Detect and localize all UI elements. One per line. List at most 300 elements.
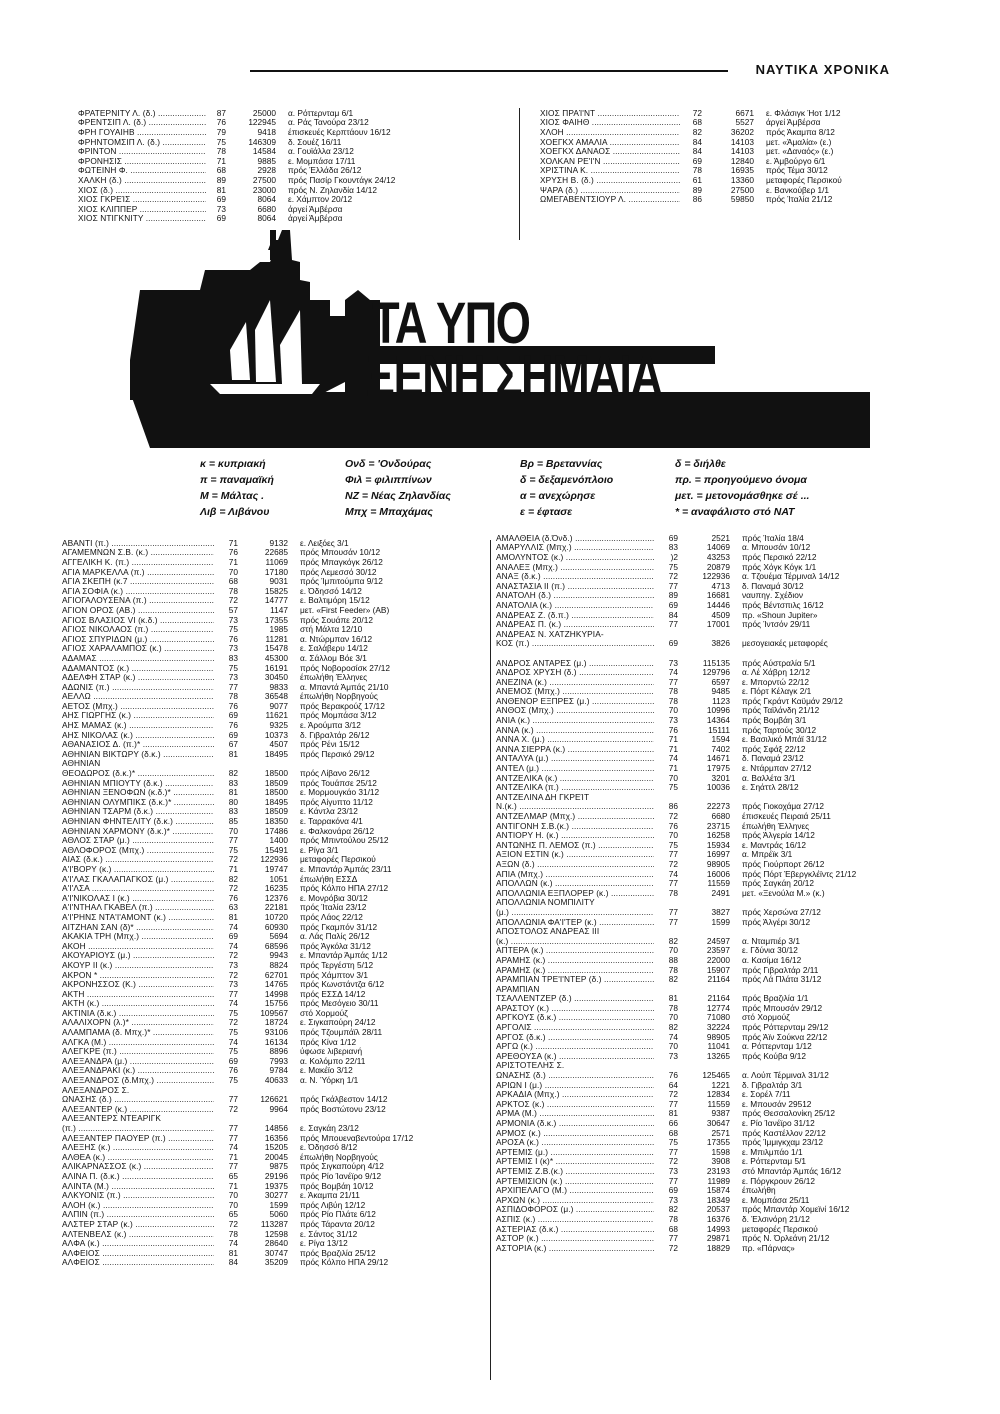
ship-row bbox=[62, 1085, 500, 1095]
ship-name: ΑΝΘΕΝΟΡ ΕΞΠΡΕΣ (μ.) ..... bbox=[496, 696, 654, 706]
ship-name: ΑΘΗΝΙΑΝ ΒΙΚΤΩΡΥ (δ.κ.) ..... bbox=[62, 749, 214, 759]
ship-row bbox=[496, 1205, 956, 1215]
ship-name: ΑΕΛΛΩ ..... bbox=[62, 691, 214, 701]
legend-column bbox=[345, 458, 451, 522]
tonnage: 18509 bbox=[264, 777, 288, 788]
build-year: 75 bbox=[228, 1007, 238, 1018]
tonnage: 10373 bbox=[264, 729, 288, 740]
ship-status: πρός Χερσώνα 27/12 bbox=[742, 906, 821, 917]
ship-name: ΑΠΟΛΛΩΝ (κ.) ..... bbox=[496, 878, 654, 888]
ship-row bbox=[496, 754, 956, 764]
build-year: 72 bbox=[228, 1017, 238, 1028]
tonnage: 23597 bbox=[706, 945, 730, 956]
ship-row bbox=[62, 682, 500, 692]
ship-status: πρός Ίταλία 18/4 bbox=[742, 532, 804, 543]
ship-row bbox=[496, 850, 956, 860]
ship-row bbox=[62, 855, 500, 865]
tonnage: 2928 bbox=[257, 165, 276, 176]
tonnage: 6680 bbox=[257, 203, 276, 214]
ship-row bbox=[62, 1142, 500, 1152]
ship-row bbox=[496, 926, 956, 936]
ship-name: ΑΚΟΥΑΡΙΟΥΣ (μ.) ..... bbox=[62, 950, 214, 960]
build-year: 70 bbox=[228, 1199, 238, 1210]
tonnage: 1598 bbox=[711, 1146, 730, 1157]
ship-status: στό Μπαντάρ Άμπάς 16/12 bbox=[742, 1165, 842, 1176]
ship-row bbox=[62, 883, 500, 893]
ship-name: ΑΛΙΚΑΡΝΑΣΣΟΣ (κ.) ..... bbox=[62, 1161, 214, 1171]
ship-name: ΩΜΕΓΑΒΕΝΤΣΙΟΥΡ Λ. ..... bbox=[540, 194, 680, 204]
ship-row bbox=[62, 1258, 500, 1268]
ship-row bbox=[62, 596, 500, 606]
ship-row bbox=[496, 792, 956, 802]
build-year: 78 bbox=[668, 1002, 678, 1013]
build-year: 81 bbox=[228, 1247, 238, 1258]
ship-row bbox=[496, 802, 956, 812]
ship-name: Α'Ι'ΝΙΚΟΛΑΣ Ι (κ.) ..... bbox=[62, 893, 214, 903]
ship-status: δ. Παναμά 30/12 bbox=[742, 580, 804, 591]
ship-row bbox=[62, 1018, 500, 1028]
ship-name: ΑΝΘΟΣ (Μπχ.) ..... bbox=[496, 705, 654, 715]
tonnage: 18495 bbox=[264, 796, 288, 807]
ship-row bbox=[62, 1037, 500, 1047]
ship-status: ε. Μαντράς 16/12 bbox=[742, 839, 807, 850]
ship-status: ε. Ρίγα 3/1 bbox=[300, 844, 339, 855]
tonnage: 9833 bbox=[269, 681, 288, 692]
ship-status: άργεί Άμβέρσα bbox=[766, 117, 821, 128]
build-year: 76 bbox=[228, 633, 238, 644]
ship-status: πρ. «Πάρνας» bbox=[742, 1242, 795, 1253]
tonnage: 19375 bbox=[264, 1180, 288, 1191]
build-year: 82 bbox=[228, 768, 238, 779]
ship-status: πρός Σουάπε 20/12 bbox=[300, 614, 373, 625]
build-year: 85 bbox=[228, 816, 238, 827]
ship-status: α. Μπρέϊκ 3/1 bbox=[742, 849, 793, 860]
ship-status: ε. Βανκούβερ 1/1 bbox=[766, 184, 830, 195]
ship-name: ΑΡΑΜΠΙΑΝ bbox=[496, 983, 540, 994]
tonnage: 22685 bbox=[264, 547, 288, 558]
tonnage: 8824 bbox=[269, 959, 288, 970]
ship-name: ΑΞΙΟΝ ΕΣΤΙΝ (κ.) ..... bbox=[496, 849, 654, 859]
tonnage: 1147 bbox=[270, 604, 288, 615]
build-year: 86 bbox=[668, 801, 678, 812]
ship-row bbox=[496, 648, 956, 658]
ship-name: ΑΚΟΗ ..... bbox=[62, 941, 214, 951]
ship-status: πρός Λάος 22/12 bbox=[300, 911, 363, 922]
build-year: 81 bbox=[668, 993, 678, 1004]
build-year: 82 bbox=[668, 974, 678, 985]
ship-row bbox=[62, 548, 500, 558]
build-year: 73 bbox=[668, 657, 678, 668]
ship-name: ΑΝΝΑ (κ.) ..... bbox=[496, 725, 654, 735]
ship-row bbox=[496, 571, 956, 581]
ship-row bbox=[496, 1041, 956, 1051]
build-year: 83 bbox=[228, 652, 238, 663]
tonnage: 23000 bbox=[252, 184, 276, 195]
ship-name: ΑΛΙΝΤΑ (Μ.) ..... bbox=[62, 1181, 214, 1191]
ship-name: ΑΝΑΤΟΛΙΑ (κ.) ..... bbox=[496, 600, 654, 610]
ship-name: ΑΓΙΟΣ ΒΛΑΣΙΟΣ VI (κ.δ.) ..... bbox=[62, 615, 214, 625]
ship-row bbox=[496, 562, 956, 572]
build-year: 74 bbox=[668, 868, 678, 879]
build-year: 73 bbox=[228, 979, 238, 990]
ship-status: ε. Σιγκαπούρη 24/12 bbox=[300, 1017, 376, 1028]
legend-item: μετ. = μετονομάσθηκε σέ ... bbox=[675, 490, 810, 502]
build-year: 76 bbox=[228, 720, 238, 731]
ship-name: ΑΡΤΕΜΙΣ Ζ.Β.(κ.) ..... bbox=[496, 1166, 654, 1176]
ship-name: ΧΙΟΣ ΠΡΑΊ'ΝΤ ..... bbox=[540, 108, 680, 118]
build-year: 69 bbox=[692, 155, 702, 166]
ship-name: ΦΡΑΤΕΡΝΙΤΥ Λ. (δ.) ..... bbox=[78, 108, 206, 118]
build-year: 71 bbox=[216, 155, 226, 166]
ship-name: ΑΛΕΞΗΣ (κ.) ..... bbox=[62, 1142, 214, 1152]
ship-name: ΑΛΕΞΑΝΔΡΟΣ (δ.Μπχ.) ..... bbox=[62, 1075, 214, 1085]
tonnage: 35209 bbox=[264, 1257, 288, 1268]
ship-status: στό Χορμούζ bbox=[742, 1012, 790, 1023]
build-year: 73 bbox=[228, 672, 238, 683]
tonnage: 15825 bbox=[264, 585, 288, 596]
ship-status: πρός Βοστώτονυ 23/12 bbox=[300, 1103, 386, 1114]
ship-status: ε. Σάντος 31/12 bbox=[300, 1228, 358, 1239]
ship-row bbox=[62, 653, 500, 663]
ship-name: ΧΙΟΣ (δ.) ..... bbox=[78, 185, 206, 195]
ship-name: ΦΡΗΝΤΟΜΣΙΠ Λ. (δ.) ..... bbox=[78, 137, 206, 147]
ship-status: πρός Πόρτ Έβεργκλέϊντς 21/12 bbox=[742, 868, 857, 879]
build-year: 76 bbox=[228, 547, 238, 558]
legend-item: Φιλ = φιλιππίνων bbox=[345, 474, 432, 486]
ship-row bbox=[496, 1013, 956, 1023]
ship-name: ΑΛΓΚΑ (Μ.) ..... bbox=[62, 1037, 214, 1047]
ship-status: πρός Ν. Όρλεάνη 21/12 bbox=[742, 1233, 830, 1244]
ship-status: δ. Παναμά 23/12 bbox=[742, 753, 804, 764]
tonnage: 14765 bbox=[264, 979, 288, 990]
legend-item: Ονδ = 'Ονδούρας bbox=[345, 458, 432, 470]
ship-row bbox=[496, 715, 956, 725]
build-year: 69 bbox=[668, 599, 678, 610]
ship-status: πρός Γιοκοχάμα 27/12 bbox=[742, 801, 825, 812]
ship-row bbox=[62, 931, 500, 941]
ship-status: πρός Σαγκάη 20/12 bbox=[742, 878, 814, 889]
ship-status: πρός Μπιντούλου 25/12 bbox=[300, 835, 389, 846]
ship-status: πρός Ταϊλάνδη 21/12 bbox=[742, 705, 820, 716]
tonnage: 18500 bbox=[264, 787, 288, 798]
banner-title-line-2: ΞΕΝΗ ΣΗΜΑΙΑ bbox=[366, 344, 662, 409]
ship-name: ΑΡΧΩΝ (κ.) ..... bbox=[496, 1195, 654, 1205]
ship-status: ε. Άμβούργο 6/1 bbox=[766, 155, 826, 166]
ship-row bbox=[496, 1214, 956, 1224]
ship-row bbox=[62, 1219, 500, 1229]
ship-name: ΑΓΙΟΣ ΧΑΡΑΛΑΜΠΟΣ (κ.) ..... bbox=[62, 643, 214, 653]
ship-name: ΑΓΑΜΕΜΝΩΝ Σ.Β. (κ.) ..... bbox=[62, 547, 214, 557]
tonnage: 23193 bbox=[706, 1165, 730, 1176]
ship-status: ε. Φλάσιγκ Ήοτ 1/12 bbox=[766, 107, 841, 118]
build-year: 77 bbox=[668, 1175, 678, 1186]
ship-row bbox=[496, 840, 956, 850]
tonnage: 12376 bbox=[264, 892, 288, 903]
ship-row bbox=[62, 1190, 500, 1200]
tonnage: 23715 bbox=[706, 820, 730, 831]
tonnage: 15111 bbox=[708, 724, 730, 735]
tonnage: 12840 bbox=[730, 155, 754, 166]
ship-status: πρός Βραζιλία 1/1 bbox=[742, 993, 809, 1004]
build-year: 75 bbox=[228, 662, 238, 673]
ship-row bbox=[496, 591, 956, 601]
ship-status: μεταφορές Περσικού bbox=[742, 1223, 818, 1234]
build-year: 75 bbox=[228, 1046, 238, 1057]
ship-name: ΑΝΤΩΝΗΣ Π. ΛΕΜΟΣ (π.) ..... bbox=[496, 840, 654, 850]
build-year: 72 bbox=[668, 858, 678, 869]
build-year: 84 bbox=[692, 146, 702, 157]
tonnage: 22181 bbox=[264, 902, 288, 913]
ship-row bbox=[496, 1089, 956, 1099]
build-year: 89 bbox=[668, 590, 678, 601]
build-year: 78 bbox=[668, 887, 678, 898]
ship-name: ΑΓΙΟΓΑΛΟΥΣΕΝΑ (π.) ..... bbox=[62, 595, 214, 605]
ship-status: α. Μπουσάν 10/12 bbox=[742, 542, 811, 553]
tonnage: 17355 bbox=[264, 614, 288, 625]
ship-name: ΧΙΟΣ ΝΤΙΓΚΝΙΤΥ ..... bbox=[78, 213, 206, 223]
tonnage: 2571 bbox=[711, 1127, 730, 1138]
ship-row bbox=[496, 1109, 956, 1119]
ship-name: ΩΝΑΣΗΣ (δ.) ..... bbox=[496, 1070, 654, 1080]
ship-status: ε. Βαλτιμόρη 15/12 bbox=[300, 595, 370, 606]
ship-name: ΑΝΑΤΟΛΗ (δ.) ..... bbox=[496, 590, 654, 600]
tonnage: 43253 bbox=[706, 551, 730, 562]
tonnage: 4713 bbox=[711, 580, 730, 591]
tonnage: 9077 bbox=[269, 700, 288, 711]
ship-name: ΑΡΤΕΜΙΣΙΟΝ (κ.) ..... bbox=[496, 1176, 654, 1186]
ship-row bbox=[62, 1181, 500, 1191]
tonnage: 5527 bbox=[735, 117, 754, 128]
tonnage: 28640 bbox=[264, 1238, 288, 1249]
build-year: 78 bbox=[668, 695, 678, 706]
tonnage: 1599 bbox=[269, 1199, 288, 1210]
legend-item: Βρ = Βρεταννίας bbox=[520, 458, 603, 470]
build-year: 75 bbox=[668, 839, 678, 850]
ship-name: ΧΟΕΓΚΧ ΔΑΝΑΟΣ ..... bbox=[540, 146, 680, 156]
ship-name: ΑΛΕΞΑΝΤΕΡΣ ΝΤΕΑΡΙΓΚ bbox=[62, 1113, 162, 1124]
ship-status: πρός Ρένι 15/12 bbox=[300, 739, 360, 750]
tonnage: 9875 bbox=[269, 1161, 288, 1172]
ship-row bbox=[62, 979, 500, 989]
build-year: 84 bbox=[228, 1257, 238, 1268]
build-year: 81 bbox=[228, 911, 238, 922]
ship-status: πρός Ρίο Ίανέϊρο 9/12 bbox=[300, 1170, 382, 1181]
ship-name: ΑΝΑΞ (δ.κ.) ..... bbox=[496, 571, 654, 581]
tonnage: 36548 bbox=[264, 691, 288, 702]
tonnage: 5060 bbox=[269, 1209, 288, 1220]
page-header-title: ΝΑΥΤΙΚΑ ΧΡΟΝΙΚΑ bbox=[755, 62, 890, 77]
ship-status: α. Βαλλέτα 3/1 bbox=[742, 772, 796, 783]
tonnage: 9325 bbox=[269, 720, 288, 731]
ship-row bbox=[496, 782, 956, 792]
ship-name: ΑΘΗΝΙΑΝ ΞΕΝΟΦΩΝ (κ.δ.)* ..... bbox=[62, 787, 214, 797]
tonnage: 9485 bbox=[711, 686, 730, 697]
ship-name: ΑΝΤΙΓΟΝΗ Σ.Β.(κ.) ..... bbox=[496, 821, 654, 831]
ship-name: ΧΟΛΚΑΝ ΡΕ'Ι'Ν ..... bbox=[540, 156, 680, 166]
ship-name: ΑΠΤΕΡΑ (κ.) ..... bbox=[496, 945, 654, 955]
ship-name: ΑΝΙΑ (κ.) ..... bbox=[496, 715, 654, 725]
ship-status: ε. Μπορντώ 22/12 bbox=[742, 676, 810, 687]
ship-status: ε. Ταρρακόνα 4/1 bbox=[300, 816, 363, 827]
build-year: 74 bbox=[228, 998, 238, 1009]
ship-status: πρός Αίγυπτο 11/12 bbox=[300, 796, 373, 807]
ship-name: ΦΡΗ ΓΟΥΑΙΗΒ ..... bbox=[78, 127, 206, 137]
tonnage: 98905 bbox=[706, 858, 730, 869]
ship-row bbox=[496, 706, 956, 716]
ship-status: έπωλήθη Έλληνες bbox=[300, 672, 368, 683]
tonnage: 10720 bbox=[264, 911, 288, 922]
build-year: 71 bbox=[228, 556, 238, 567]
ship-status: πρός Ρίο Πλάτε 6/12 bbox=[300, 1209, 376, 1220]
build-year: 78 bbox=[228, 585, 238, 596]
build-year: 69 bbox=[228, 931, 238, 942]
legend-column bbox=[675, 458, 809, 522]
ship-name: ΑΡΚΤΟΣ (κ.) ..... bbox=[496, 1099, 654, 1109]
ship-name: ΑΓΙΑ ΣΟΦΙΑ (κ.) ..... bbox=[62, 586, 214, 596]
build-year: 69 bbox=[216, 194, 226, 205]
build-year: 74 bbox=[228, 921, 238, 932]
ship-name: ΑΣΤΟΡ (κ.) ..... bbox=[496, 1233, 654, 1243]
ship-status: πρός Τέμα 30/12 bbox=[766, 165, 828, 176]
ship-row bbox=[496, 821, 956, 831]
build-year: 83 bbox=[668, 542, 678, 553]
ship-row bbox=[62, 960, 500, 970]
ship-status: μετ. «Άμαλία» (ε.) bbox=[766, 136, 832, 147]
tonnage: 20537 bbox=[706, 1204, 730, 1215]
ship-status: ε. Σαγκάη 23/12 bbox=[300, 1123, 359, 1134]
ship-status: ε. Σαλάβερυ 14/12 bbox=[300, 643, 368, 654]
tonnage: 9031 bbox=[269, 576, 288, 587]
ship-name: Α'Ι'ΝΤΗΑΛ ΓΚΑΒΕΛ (π.) ..... bbox=[62, 902, 214, 912]
build-year: 67 bbox=[228, 739, 238, 750]
ship-row bbox=[62, 922, 500, 932]
ship-name: ΑΘΗΝΙΑΝ ΟΛΥΜΠΙΚΣ (δ.κ.)* ..... bbox=[62, 797, 214, 807]
tonnage: 14856 bbox=[264, 1123, 288, 1134]
build-year: 78 bbox=[668, 964, 678, 975]
tonnage: 4507 bbox=[269, 739, 288, 750]
tonnage: 16235 bbox=[264, 883, 288, 894]
tonnage: 146309 bbox=[248, 136, 276, 147]
build-year: 75 bbox=[228, 624, 238, 635]
tonnage: 11621 bbox=[265, 710, 288, 721]
ship-name: ΧΛΟΗ ..... bbox=[540, 127, 680, 137]
ship-name: ΑΒΑΝΤΙ (π.) ..... bbox=[62, 538, 214, 548]
ship-status: πρός Κόλπο ΗΠΑ 29/12 bbox=[300, 1257, 389, 1268]
ship-row bbox=[496, 1195, 956, 1205]
build-year: 75 bbox=[228, 844, 238, 855]
build-year: 88 bbox=[668, 954, 678, 965]
ship-status: πρός Λά Πλάτα 31/12 bbox=[742, 974, 822, 985]
tonnage: 14671 bbox=[706, 753, 730, 764]
ship-row bbox=[62, 1162, 500, 1172]
tonnage: 9943 bbox=[269, 950, 288, 961]
ship-status: πρός Νοβοροσίσκ 27/12 bbox=[300, 662, 390, 673]
build-year: 76 bbox=[668, 1070, 678, 1081]
ship-row bbox=[62, 807, 500, 817]
ship-row bbox=[62, 941, 500, 951]
build-year: 69 bbox=[228, 1055, 238, 1066]
ship-status: πρός Μπουσάν 29/12 bbox=[742, 1002, 823, 1013]
ship-row bbox=[496, 1157, 956, 1167]
ship-row bbox=[496, 610, 956, 620]
ship-status: πρός Βραζιλία 25/12 bbox=[300, 1247, 376, 1258]
legend-item: δ = διήλθε bbox=[675, 458, 726, 470]
build-year: 78 bbox=[668, 1213, 678, 1224]
tonnage: 14993 bbox=[706, 1223, 730, 1234]
build-year: 72 bbox=[228, 950, 238, 961]
ship-name: ΧΙΟΣ ΦΑΙΗΘ ..... bbox=[540, 117, 680, 127]
legend-item: α = ανεχώρησε bbox=[520, 490, 596, 502]
ship-status: πρός Ίμμιγκχαμ 23/12 bbox=[742, 1137, 824, 1148]
ship-row bbox=[496, 1070, 956, 1080]
tonnage: 14584 bbox=[252, 146, 276, 157]
ship-name: ΑΛΑΜΠΑΜΑ (δ. Μπχ.)* ..... bbox=[62, 1027, 214, 1037]
tonnage: 109567 bbox=[260, 1007, 288, 1018]
ship-row bbox=[62, 1056, 500, 1066]
ship-row bbox=[496, 1061, 956, 1071]
ship-row bbox=[62, 989, 500, 999]
tonnage: 11559 bbox=[707, 1098, 730, 1109]
ship-status: ε. Μονρόβια 30/12 bbox=[300, 892, 368, 903]
ship-name: ΑΓΓΕΛΙΚΗ Κ. (π.) ..... bbox=[62, 557, 214, 567]
ship-status: πρός Τεργέστη 5/12 bbox=[300, 959, 374, 970]
build-year: 81 bbox=[216, 184, 226, 195]
tonnage: 27500 bbox=[252, 174, 276, 185]
build-year: 77 bbox=[668, 916, 678, 927]
ship-name: ΑΗΣ ΜΑΜΑΣ (κ.) ..... bbox=[62, 720, 214, 730]
build-year: 77 bbox=[228, 1123, 238, 1134]
tonnage: 17975 bbox=[706, 763, 730, 774]
ship-row bbox=[496, 1243, 956, 1253]
ship-row bbox=[62, 1152, 500, 1162]
ship-status: μεσογειακές μεταφορές bbox=[742, 638, 828, 649]
tonnage: 8896 bbox=[269, 1046, 288, 1057]
tonnage: 14103 bbox=[730, 136, 754, 147]
ship-name: ΑΝΔΡΕΑΣ Ν. ΧΑΤΖΗΚΥΡΙΑ- bbox=[496, 628, 604, 639]
ship-status: ε. Όδησσό 14/12 bbox=[300, 585, 362, 596]
build-year: 69 bbox=[228, 710, 238, 721]
ship-row bbox=[62, 816, 500, 826]
tonnage: 2521 bbox=[711, 532, 730, 543]
ship-status: ε. Άκαμπα 21/11 bbox=[300, 1190, 360, 1201]
tonnage: 12774 bbox=[706, 1002, 730, 1013]
ship-row bbox=[62, 864, 500, 874]
ship-row bbox=[496, 1137, 956, 1147]
ship-status: πρός Βέντσπιλς 16/12 bbox=[742, 599, 824, 610]
tonnage: 1400 bbox=[269, 835, 288, 846]
tonnage: 5694 bbox=[269, 931, 288, 942]
ship-name: ΧΡΥΣΗ Β. (δ.) ..... bbox=[540, 175, 680, 185]
ship-status: ε. Μπουσάν 29512 bbox=[742, 1098, 812, 1109]
ship-row bbox=[496, 1233, 956, 1243]
tonnage: 11559 bbox=[707, 878, 730, 889]
ship-name: ΑΔΑΜΑΝΤΟΣ (κ.) ..... bbox=[62, 663, 214, 673]
ship-row bbox=[496, 1022, 956, 1032]
ship-status: ε. Μπιλμπάο 1/1 bbox=[742, 1146, 803, 1157]
tonnage: 27500 bbox=[730, 184, 754, 195]
ship-status: πρός Λεμεσσό 30/12 bbox=[300, 566, 377, 577]
tonnage: 11989 bbox=[707, 1175, 730, 1186]
tonnage: 16997 bbox=[706, 849, 730, 860]
ship-name: ΑΡΙΩΝ Ι (μ.) ..... bbox=[496, 1080, 654, 1090]
build-year: 70 bbox=[668, 830, 678, 841]
tonnage: 115135 bbox=[702, 657, 730, 668]
ship-status: έπισκευές Πειραιά 25/11 bbox=[742, 811, 831, 822]
ship-status: πρός Κίνα 1/12 bbox=[300, 1036, 357, 1047]
build-year: 70 bbox=[668, 772, 678, 783]
ship-status: μετ. «First Feeder» (ΑΒ) bbox=[300, 604, 390, 615]
ship-row bbox=[62, 701, 500, 711]
